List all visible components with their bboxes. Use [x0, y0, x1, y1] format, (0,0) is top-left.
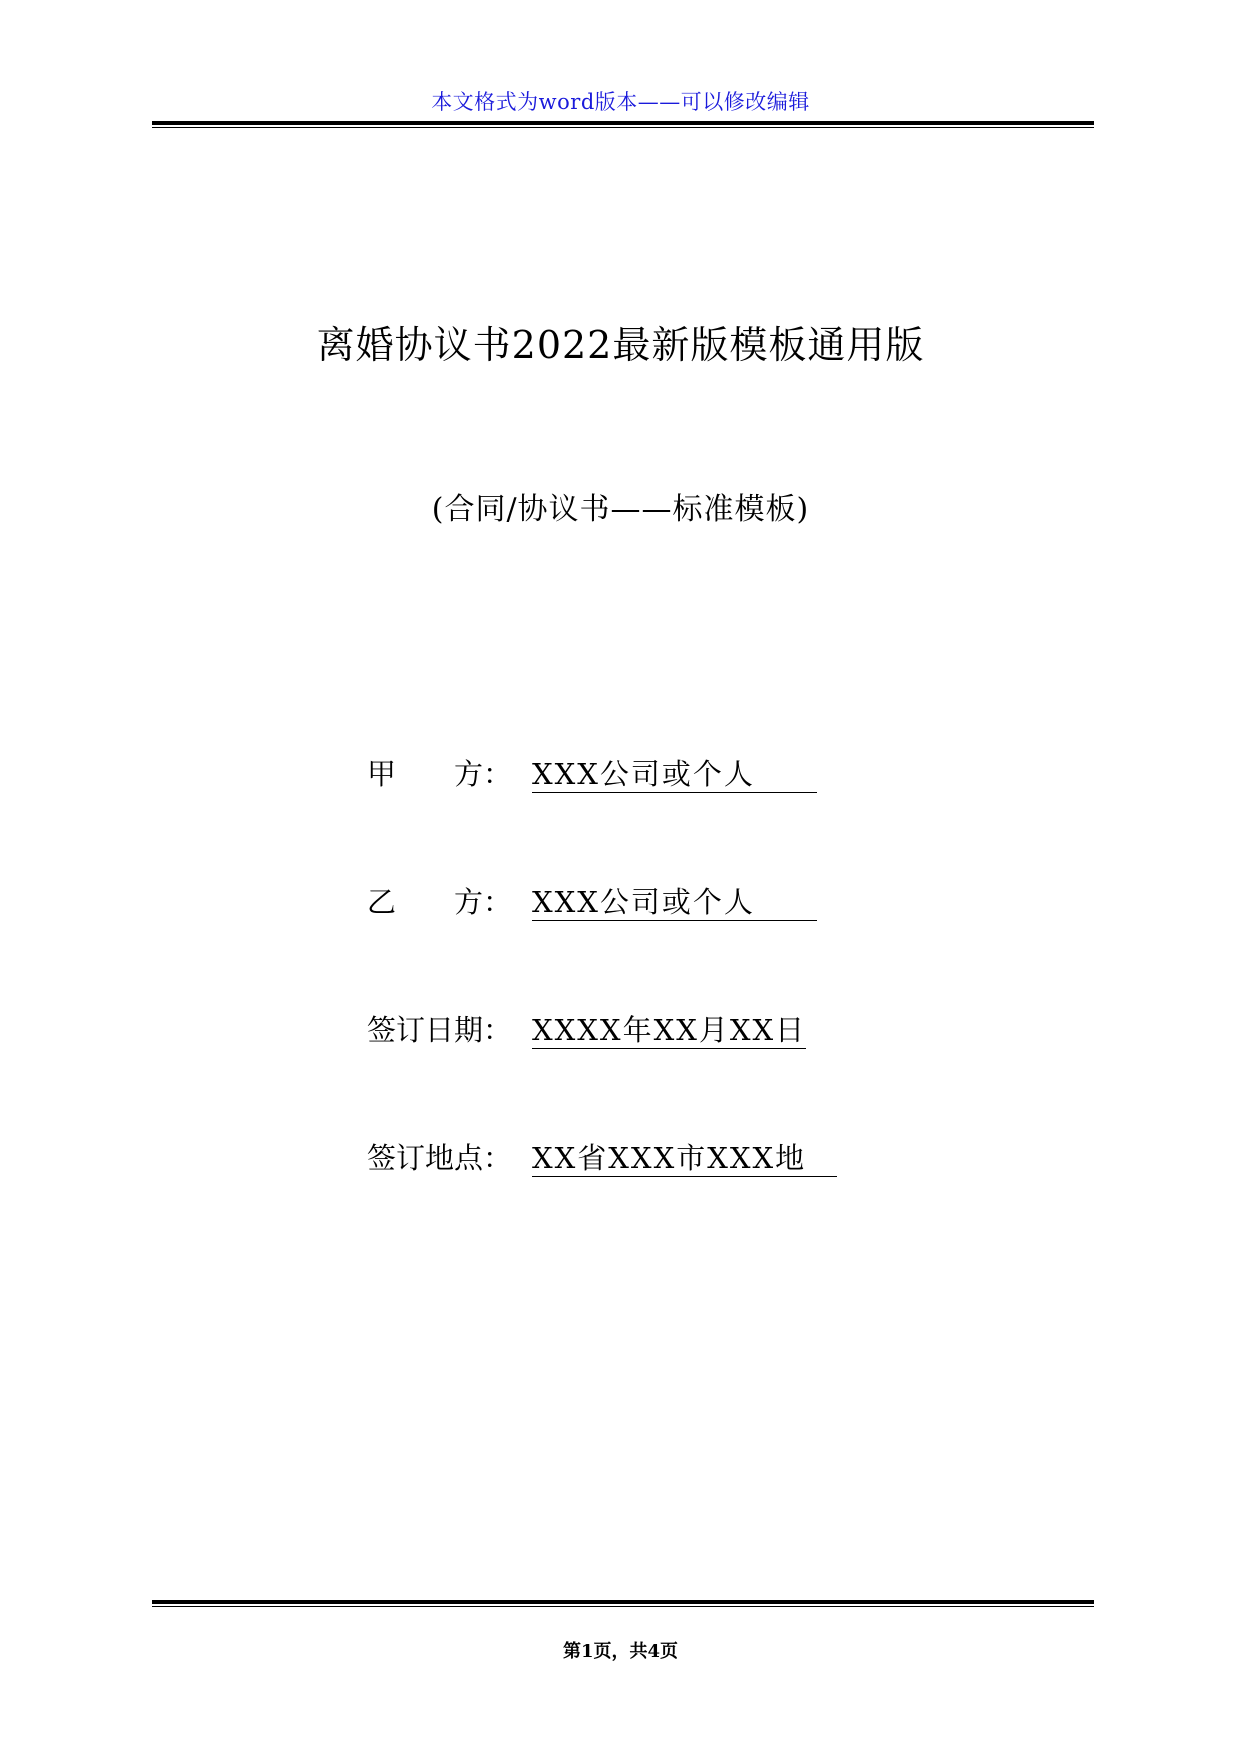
document-title: 离婚协议书2022最新版模板通用版 — [316, 323, 925, 367]
footer-rule-thick — [152, 1600, 1094, 1604]
document-subtitle: (合同/协议书——标准模板) — [431, 492, 810, 527]
sign-place-field — [367, 1136, 837, 1180]
party-b-value[interactable]: XXX公司或个人 — [532, 885, 817, 919]
page-number: 第1页，共4页 — [562, 1641, 679, 1662]
party-b-field — [367, 880, 817, 924]
party-a-label: 甲 方： — [367, 757, 513, 791]
party-b-label: 乙 方： — [367, 885, 513, 919]
party-a-value[interactable]: XXX公司或个人 — [532, 757, 817, 791]
sign-date-value[interactable]: XXXX年XX月XX日 — [532, 1013, 807, 1047]
footer-rule-thin — [152, 1606, 1094, 1607]
sign-date-label: 签订日期： — [367, 1013, 513, 1047]
sign-date-field — [367, 1008, 806, 1052]
sign-place-label: 签订地点： — [367, 1141, 513, 1175]
header-rule-thin — [152, 127, 1094, 128]
party-a-field — [367, 752, 817, 796]
sign-place-value[interactable]: XX省XXX市XXX地 — [532, 1141, 838, 1175]
header-rule-thick — [152, 121, 1094, 125]
header-note: 本文格式为word版本——可以修改编辑 — [431, 90, 810, 114]
